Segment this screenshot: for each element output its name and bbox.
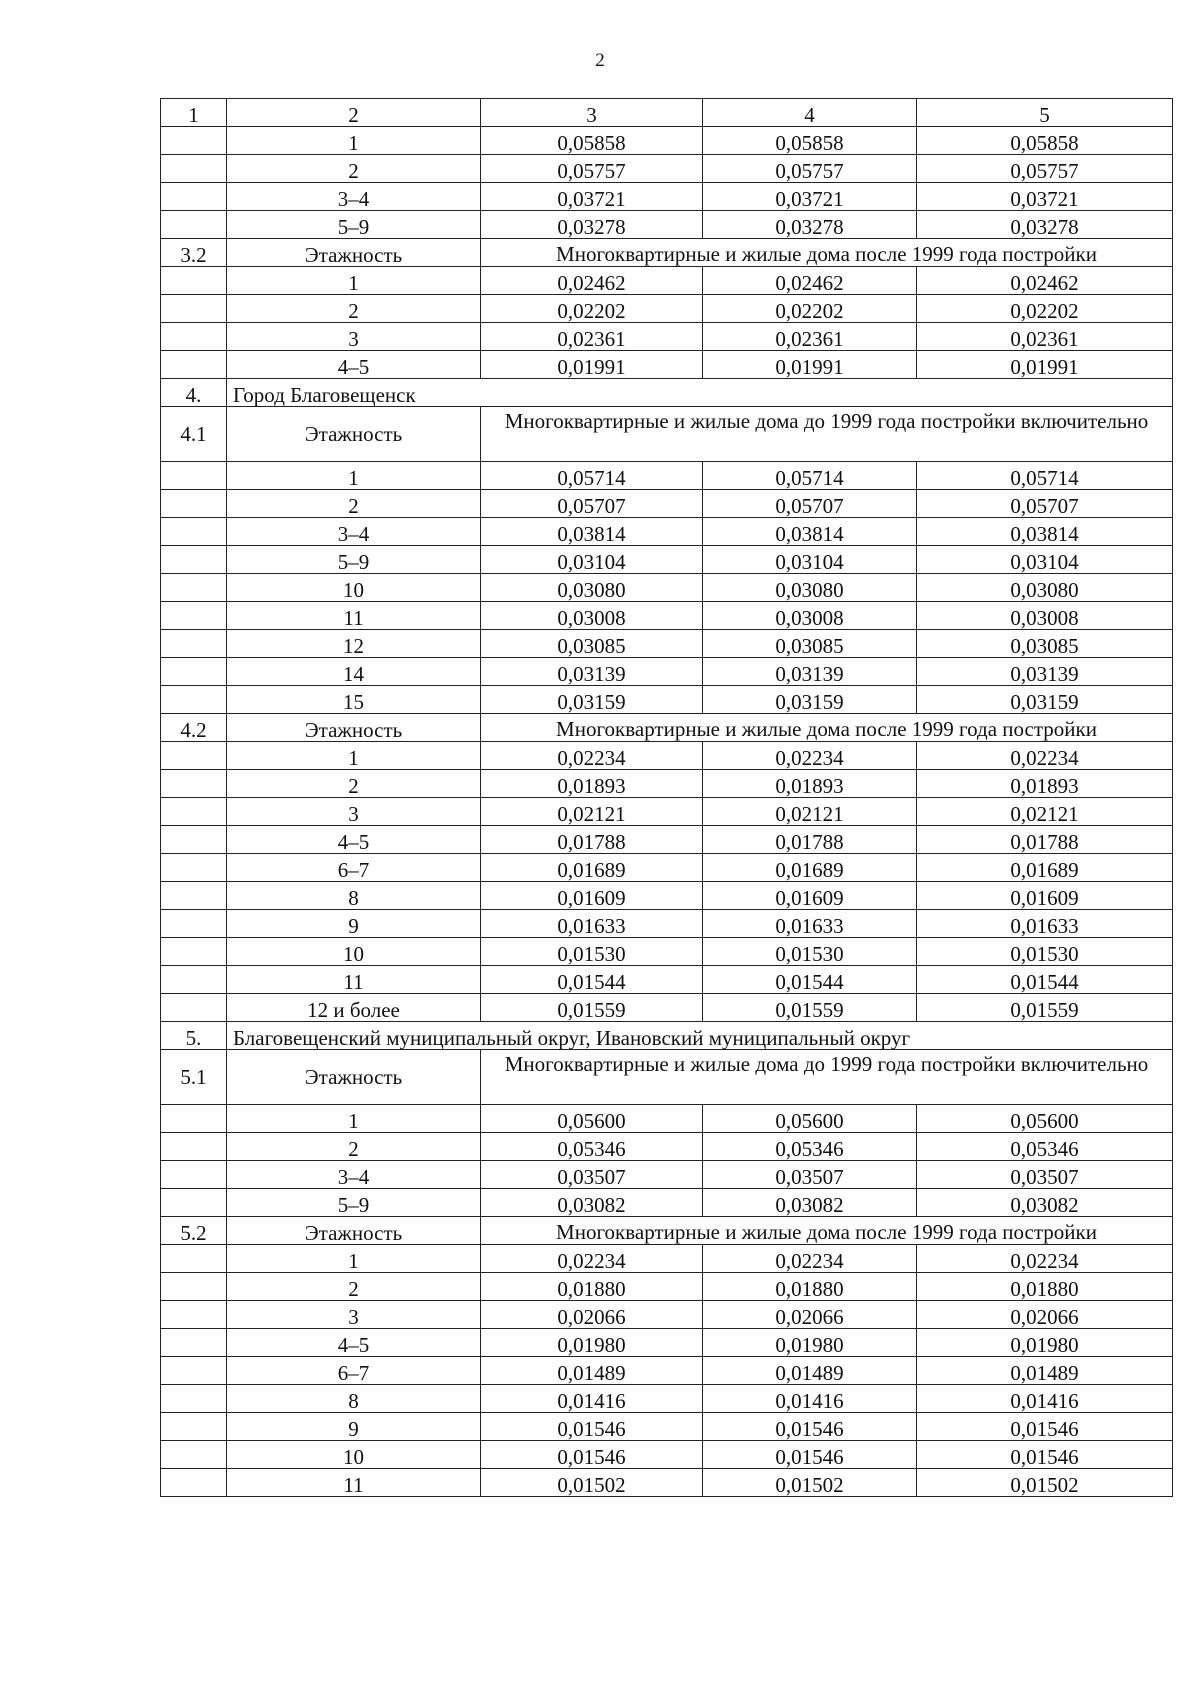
coefficient-cell: 0,02361 <box>703 323 917 351</box>
coefficient-cell: 0,03139 <box>703 658 917 686</box>
floors-cell: 10 <box>227 574 481 602</box>
table-row <box>161 1273 1173 1301</box>
row-number-cell <box>161 742 227 770</box>
table-row <box>161 127 1173 155</box>
coefficient-cell: 0,05600 <box>703 1105 917 1133</box>
floors-label-cell: Этажность <box>227 407 481 462</box>
coefficient-cell: 0,01633 <box>703 910 917 938</box>
table-row <box>161 1441 1173 1469</box>
coefficient-cell: 0,03507 <box>917 1161 1173 1189</box>
coefficient-cell: 0,01893 <box>481 770 703 798</box>
coefficient-cell: 0,01893 <box>917 770 1173 798</box>
coefficient-cell: 0,01546 <box>917 1413 1173 1441</box>
row-number-cell <box>161 1357 227 1385</box>
coefficient-cell: 0,02462 <box>481 267 703 295</box>
coefficient-cell: 0,03104 <box>481 546 703 574</box>
floors-cell: 2 <box>227 1133 481 1161</box>
table-row <box>161 1161 1173 1189</box>
row-number-cell <box>161 1329 227 1357</box>
coefficient-cell: 0,03082 <box>481 1189 703 1217</box>
row-number-cell <box>161 966 227 994</box>
coefficient-cell: 0,05600 <box>481 1105 703 1133</box>
coefficient-cell: 0,01880 <box>917 1273 1173 1301</box>
floors-cell: 1 <box>227 1105 481 1133</box>
row-number-cell <box>161 658 227 686</box>
coefficient-cell: 0,03008 <box>481 602 703 630</box>
coefficient-cell: 0,03080 <box>481 574 703 602</box>
section-number-cell: 5. <box>161 1022 227 1050</box>
coefficient-cell: 0,01633 <box>481 910 703 938</box>
coefficient-cell: 0,03814 <box>703 518 917 546</box>
coefficient-cell: 0,05714 <box>703 462 917 490</box>
coefficient-cell: 0,01788 <box>917 826 1173 854</box>
coefficient-cell: 0,02361 <box>917 323 1173 351</box>
coefficient-cell: 0,02234 <box>481 1245 703 1273</box>
header-cell: 2 <box>227 99 481 127</box>
floors-label-cell: Этажность <box>227 239 481 267</box>
row-number-cell <box>161 267 227 295</box>
table-row <box>161 938 1173 966</box>
coefficient-cell: 0,01609 <box>481 882 703 910</box>
coefficient-cell: 0,01416 <box>481 1385 703 1413</box>
table-row <box>161 1301 1173 1329</box>
floors-cell: 15 <box>227 686 481 714</box>
coefficient-cell: 0,03159 <box>917 686 1173 714</box>
floors-label-cell: Этажность <box>227 1217 481 1245</box>
coefficient-cell: 0,01530 <box>481 938 703 966</box>
row-number-cell <box>161 994 227 1022</box>
floors-cell: 12 <box>227 630 481 658</box>
coefficient-cell: 0,02202 <box>917 295 1173 323</box>
group-description-cell: Многоквартирные и жилые дома после 1999 года постройки <box>481 239 1173 267</box>
coefficient-cell: 0,03278 <box>481 211 703 239</box>
floors-label-cell: Этажность <box>227 714 481 742</box>
group-header-row <box>161 714 1173 742</box>
row-number-cell <box>161 1105 227 1133</box>
coefficient-cell: 0,01530 <box>703 938 917 966</box>
coefficient-cell: 0,05707 <box>917 490 1173 518</box>
floors-cell: 9 <box>227 1413 481 1441</box>
table-row <box>161 658 1173 686</box>
coefficient-cell: 0,01788 <box>703 826 917 854</box>
coefficient-cell: 0,02066 <box>917 1301 1173 1329</box>
row-number-cell <box>161 602 227 630</box>
coefficient-cell: 0,05858 <box>481 127 703 155</box>
table-row <box>161 1329 1173 1357</box>
coefficient-cell: 0,01502 <box>703 1469 917 1497</box>
table-row <box>161 630 1173 658</box>
table-row <box>161 462 1173 490</box>
floors-cell: 3 <box>227 1301 481 1329</box>
table-row <box>161 518 1173 546</box>
coefficient-cell: 0,01489 <box>481 1357 703 1385</box>
floors-cell: 5–9 <box>227 546 481 574</box>
row-number-cell <box>161 770 227 798</box>
coefficient-cell: 0,01416 <box>703 1385 917 1413</box>
table-row <box>161 798 1173 826</box>
coefficients-table <box>160 98 1173 1497</box>
section-number-cell: 4. <box>161 379 227 407</box>
row-number-cell <box>161 351 227 379</box>
table-row <box>161 602 1173 630</box>
row-number-cell <box>161 1301 227 1329</box>
coefficient-cell: 0,01991 <box>481 351 703 379</box>
coefficient-cell: 0,01880 <box>481 1273 703 1301</box>
row-number-cell <box>161 546 227 574</box>
coefficient-cell: 0,03721 <box>917 183 1173 211</box>
floors-cell: 6–7 <box>227 1357 481 1385</box>
coefficient-cell: 0,01689 <box>481 854 703 882</box>
table-row <box>161 546 1173 574</box>
section-row <box>161 1022 1173 1050</box>
table-row <box>161 882 1173 910</box>
coefficient-cell: 0,02234 <box>703 742 917 770</box>
table-row <box>161 1105 1173 1133</box>
column-number-header-row <box>161 99 1173 127</box>
row-number-cell <box>161 1161 227 1189</box>
group-header-row <box>161 1217 1173 1245</box>
floors-cell: 2 <box>227 295 481 323</box>
coefficient-cell: 0,03814 <box>481 518 703 546</box>
group-header-row <box>161 407 1173 462</box>
coefficient-cell: 0,03104 <box>917 546 1173 574</box>
section-row <box>161 379 1173 407</box>
coefficient-cell: 0,01559 <box>703 994 917 1022</box>
coefficient-cell: 0,03008 <box>917 602 1173 630</box>
table-row <box>161 1357 1173 1385</box>
coefficient-cell: 0,01559 <box>481 994 703 1022</box>
coefficient-cell: 0,01546 <box>703 1441 917 1469</box>
coefficient-cell: 0,05858 <box>703 127 917 155</box>
coefficient-cell: 0,03721 <box>481 183 703 211</box>
row-number-cell <box>161 1469 227 1497</box>
coefficient-cell: 0,05600 <box>917 1105 1173 1133</box>
header-cell: 1 <box>161 99 227 127</box>
table-row <box>161 351 1173 379</box>
table-row <box>161 211 1173 239</box>
table-row <box>161 155 1173 183</box>
row-number-cell <box>161 1245 227 1273</box>
coefficient-cell: 0,02121 <box>481 798 703 826</box>
floors-cell: 4–5 <box>227 1329 481 1357</box>
table-row <box>161 826 1173 854</box>
table-row <box>161 1245 1173 1273</box>
coefficient-cell: 0,02234 <box>917 742 1173 770</box>
floors-cell: 10 <box>227 938 481 966</box>
row-number-cell <box>161 490 227 518</box>
coefficient-cell: 0,01546 <box>917 1441 1173 1469</box>
table-row <box>161 686 1173 714</box>
row-number-cell <box>161 938 227 966</box>
row-number-cell <box>161 1273 227 1301</box>
coefficient-cell: 0,01544 <box>917 966 1173 994</box>
group-description-cell: Многоквартирные и жилые дома до 1999 года постройки включительно <box>481 407 1173 462</box>
coefficient-cell: 0,05346 <box>703 1133 917 1161</box>
coefficient-cell: 0,03278 <box>917 211 1173 239</box>
coefficient-cell: 0,02234 <box>917 1245 1173 1273</box>
table-row <box>161 490 1173 518</box>
coefficient-cell: 0,01980 <box>917 1329 1173 1357</box>
coefficient-cell: 0,01489 <box>703 1357 917 1385</box>
group-number-cell: 3.2 <box>161 239 227 267</box>
table-row <box>161 1469 1173 1497</box>
coefficient-cell: 0,05757 <box>917 155 1173 183</box>
coefficient-cell: 0,02066 <box>703 1301 917 1329</box>
coefficient-cell: 0,05858 <box>917 127 1173 155</box>
floors-label-cell: Этажность <box>227 1050 481 1105</box>
coefficient-cell: 0,03139 <box>481 658 703 686</box>
coefficient-cell: 0,03159 <box>481 686 703 714</box>
floors-cell: 2 <box>227 770 481 798</box>
coefficient-cell: 0,03080 <box>917 574 1173 602</box>
table-row <box>161 854 1173 882</box>
coefficient-cell: 0,02462 <box>703 267 917 295</box>
floors-cell: 11 <box>227 1469 481 1497</box>
coefficient-cell: 0,01502 <box>481 1469 703 1497</box>
row-number-cell <box>161 1133 227 1161</box>
coefficient-cell: 0,03080 <box>703 574 917 602</box>
coefficient-cell: 0,01980 <box>481 1329 703 1357</box>
coefficient-cell: 0,03159 <box>703 686 917 714</box>
group-description-cell: Многоквартирные и жилые дома после 1999 года постройки <box>481 1217 1173 1245</box>
coefficient-cell: 0,03082 <box>703 1189 917 1217</box>
coefficient-cell: 0,02462 <box>917 267 1173 295</box>
table-row <box>161 1385 1173 1413</box>
floors-cell: 5–9 <box>227 211 481 239</box>
table-row <box>161 323 1173 351</box>
coefficient-cell: 0,02121 <box>917 798 1173 826</box>
header-cell: 5 <box>917 99 1173 127</box>
group-number-cell: 5.1 <box>161 1050 227 1105</box>
floors-cell: 4–5 <box>227 826 481 854</box>
floors-cell: 10 <box>227 1441 481 1469</box>
group-number-cell: 5.2 <box>161 1217 227 1245</box>
coefficient-cell: 0,03507 <box>703 1161 917 1189</box>
floors-cell: 14 <box>227 658 481 686</box>
floors-cell: 6–7 <box>227 854 481 882</box>
row-number-cell <box>161 323 227 351</box>
row-number-cell <box>161 574 227 602</box>
coefficient-cell: 0,01880 <box>703 1273 917 1301</box>
row-number-cell <box>161 1413 227 1441</box>
coefficient-cell: 0,05346 <box>917 1133 1173 1161</box>
table-row <box>161 1189 1173 1217</box>
coefficient-cell: 0,02066 <box>481 1301 703 1329</box>
group-description-cell: Многоквартирные и жилые дома после 1999 года постройки <box>481 714 1173 742</box>
table-row <box>161 742 1173 770</box>
coefficient-cell: 0,03082 <box>917 1189 1173 1217</box>
row-number-cell <box>161 183 227 211</box>
coefficient-cell: 0,01546 <box>703 1413 917 1441</box>
row-number-cell <box>161 155 227 183</box>
coefficient-cell: 0,05346 <box>481 1133 703 1161</box>
floors-cell: 12 и более <box>227 994 481 1022</box>
coefficient-cell: 0,03507 <box>481 1161 703 1189</box>
coefficient-cell: 0,03721 <box>703 183 917 211</box>
coefficient-cell: 0,03139 <box>917 658 1173 686</box>
group-header-row <box>161 239 1173 267</box>
floors-cell: 4–5 <box>227 351 481 379</box>
coefficient-cell: 0,01416 <box>917 1385 1173 1413</box>
floors-cell: 8 <box>227 1385 481 1413</box>
table-row <box>161 994 1173 1022</box>
floors-cell: 2 <box>227 155 481 183</box>
group-number-cell: 4.2 <box>161 714 227 742</box>
row-number-cell <box>161 798 227 826</box>
floors-cell: 1 <box>227 1245 481 1273</box>
header-cell: 3 <box>481 99 703 127</box>
coefficient-cell: 0,02121 <box>703 798 917 826</box>
coefficient-cell: 0,01546 <box>481 1441 703 1469</box>
coefficient-cell: 0,01991 <box>703 351 917 379</box>
coefficient-cell: 0,01502 <box>917 1469 1173 1497</box>
coefficient-cell: 0,01788 <box>481 826 703 854</box>
coefficient-cell: 0,01546 <box>481 1413 703 1441</box>
floors-cell: 5–9 <box>227 1189 481 1217</box>
floors-cell: 2 <box>227 490 481 518</box>
coefficient-cell: 0,03008 <box>703 602 917 630</box>
coefficient-cell: 0,03814 <box>917 518 1173 546</box>
row-number-cell <box>161 630 227 658</box>
coefficient-cell: 0,03104 <box>703 546 917 574</box>
group-number-cell: 4.1 <box>161 407 227 462</box>
table-row <box>161 1133 1173 1161</box>
coefficient-cell: 0,01559 <box>917 994 1173 1022</box>
table-row <box>161 295 1173 323</box>
row-number-cell <box>161 910 227 938</box>
section-title-cell: Благовещенский муниципальный округ, Ивановский муниципальный округ <box>227 1022 1173 1050</box>
coefficient-cell: 0,01544 <box>703 966 917 994</box>
floors-cell: 1 <box>227 742 481 770</box>
row-number-cell <box>161 826 227 854</box>
table-row <box>161 574 1173 602</box>
row-number-cell <box>161 127 227 155</box>
table-row <box>161 1413 1173 1441</box>
floors-cell: 3–4 <box>227 183 481 211</box>
coefficient-cell: 0,01991 <box>917 351 1173 379</box>
coefficient-cell: 0,01689 <box>703 854 917 882</box>
coefficient-cell: 0,01980 <box>703 1329 917 1357</box>
table-body <box>161 99 1173 1497</box>
table-row <box>161 267 1173 295</box>
coefficient-cell: 0,02202 <box>481 295 703 323</box>
coefficient-cell: 0,03278 <box>703 211 917 239</box>
row-number-cell <box>161 882 227 910</box>
coefficient-cell: 0,05714 <box>481 462 703 490</box>
row-number-cell <box>161 211 227 239</box>
table-row <box>161 770 1173 798</box>
row-number-cell <box>161 854 227 882</box>
coefficient-cell: 0,05714 <box>917 462 1173 490</box>
coefficient-cell: 0,01689 <box>917 854 1173 882</box>
row-number-cell <box>161 1189 227 1217</box>
floors-cell: 11 <box>227 602 481 630</box>
coefficient-cell: 0,02234 <box>703 1245 917 1273</box>
floors-cell: 1 <box>227 127 481 155</box>
coefficient-cell: 0,05707 <box>703 490 917 518</box>
table-row <box>161 966 1173 994</box>
coefficient-cell: 0,01609 <box>917 882 1173 910</box>
group-header-row <box>161 1050 1173 1105</box>
row-number-cell <box>161 295 227 323</box>
coefficient-cell: 0,02361 <box>481 323 703 351</box>
coefficient-cell: 0,02202 <box>703 295 917 323</box>
section-title-cell: Город Благовещенск <box>227 379 1173 407</box>
row-number-cell <box>161 462 227 490</box>
floors-cell: 3–4 <box>227 1161 481 1189</box>
coefficient-cell: 0,03085 <box>481 630 703 658</box>
table-row <box>161 183 1173 211</box>
coefficient-cell: 0,05757 <box>703 155 917 183</box>
row-number-cell <box>161 1385 227 1413</box>
coefficient-cell: 0,01530 <box>917 938 1173 966</box>
coefficient-cell: 0,05757 <box>481 155 703 183</box>
table-row <box>161 910 1173 938</box>
coefficient-cell: 0,01633 <box>917 910 1173 938</box>
floors-cell: 2 <box>227 1273 481 1301</box>
group-description-cell: Многоквартирные и жилые дома до 1999 года постройки включительно <box>481 1050 1173 1105</box>
floors-cell: 8 <box>227 882 481 910</box>
floors-cell: 9 <box>227 910 481 938</box>
coefficient-cell: 0,01489 <box>917 1357 1173 1385</box>
row-number-cell <box>161 1441 227 1469</box>
row-number-cell <box>161 686 227 714</box>
coefficient-cell: 0,03085 <box>703 630 917 658</box>
coefficient-cell: 0,01609 <box>703 882 917 910</box>
floors-cell: 11 <box>227 966 481 994</box>
header-cell: 4 <box>703 99 917 127</box>
coefficient-cell: 0,02234 <box>481 742 703 770</box>
floors-cell: 3–4 <box>227 518 481 546</box>
page-number: 2 <box>595 50 605 71</box>
coefficient-cell: 0,01544 <box>481 966 703 994</box>
floors-cell: 3 <box>227 798 481 826</box>
coefficient-cell: 0,05707 <box>481 490 703 518</box>
coefficient-cell: 0,01893 <box>703 770 917 798</box>
row-number-cell <box>161 518 227 546</box>
coefficient-cell: 0,03085 <box>917 630 1173 658</box>
floors-cell: 1 <box>227 267 481 295</box>
floors-cell: 3 <box>227 323 481 351</box>
floors-cell: 1 <box>227 462 481 490</box>
